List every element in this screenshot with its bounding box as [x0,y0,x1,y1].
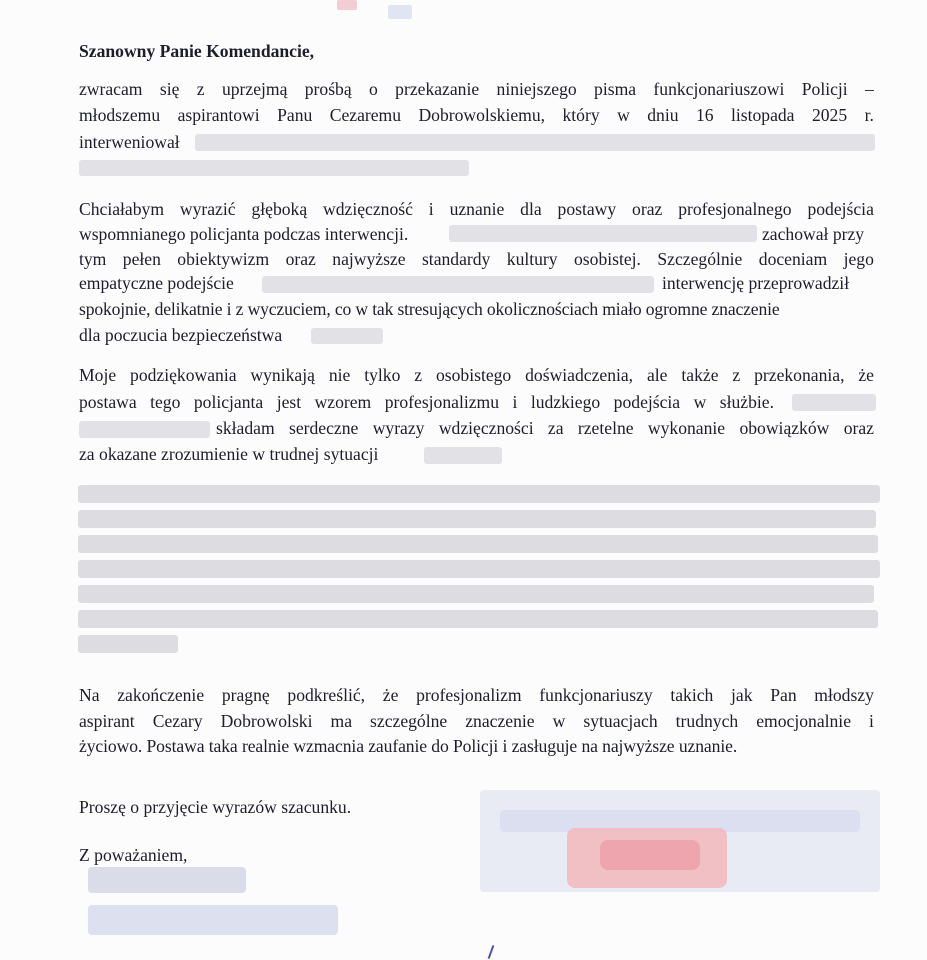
p2-line4a: empatyczne podejście [79,273,234,293]
p1-line1: zwracam się z uprzejmą prośbą o przekazanie niniejszego pisma funkcjonariuszowi Policji – [79,79,874,99]
p5-line1: Na zakończenie pragnę podkreślić, że profesjonalizm funkcjonariuszy takich jak Pan młodszy [79,685,874,705]
p2-line6: dla poczucia bezpieczeństwa [79,325,283,345]
redaction [195,134,875,151]
p5-line3: życiowo. Postawa taka realnie wzmacnia zaufanie do Policji i zasługuje na najwyższe uznanie. [79,736,738,756]
p3-line2: postawa tego policjanta jest wzorem profesjonalizmu i ludzkiego podejścia w służbie. [79,392,774,412]
redaction [424,447,502,464]
stamp-mark-inner [600,840,700,870]
p3-line3: składam serdeczne wyrazy wdzięczności za rzetelne wykonanie obowiązków oraz [216,418,874,438]
p2-line5: spokojnie, delikatnie i z wyczuciem, co w tak stresujących okolicznościach miało ogromne znaczenie [79,299,780,319]
redaction [449,225,757,242]
closing-sincerely: Z poważaniem, [79,845,188,865]
greeting: Szanowny Panie Komendancie, [79,41,315,61]
p2-line2b: zachował przy [762,224,865,244]
redaction [79,160,469,176]
pen-mark [488,945,495,959]
p5-line2: aspirant Cezary Dobrowolski ma szczególne znaczenie w sytuacjach trudnych emocjonalnie i [79,711,874,731]
redacted-sender-name [88,867,246,893]
header-remnant-blue [388,5,412,19]
redaction [792,394,876,411]
redacted-paragraph [78,485,880,660]
header-remnant-red [337,0,357,10]
redacted-sender-address [88,905,338,935]
p2-line2a: wspomnianego policjanta podczas interwencji. [79,224,409,244]
redaction [79,421,210,438]
redaction [262,276,654,293]
p3-line4: za okazane zrozumienie w trudnej sytuacji [79,444,379,464]
p2-line1: Chciałabym wyrazić głęboką wdzięczność i uznanie dla postawy oraz profesjonalnego podejścia [79,199,874,219]
closing-regards: Proszę o przyjęcie wyrazów szacunku. [79,797,352,817]
p3-line1: Moje podziękowania wynikają nie tylko z osobistego doświadczenia, ale także z przekonania, że [79,365,874,385]
p2-line3: tym pełen obiektywizm oraz najwyższe standardy kultury osobistej. Szczególnie doceniam jego [79,249,874,269]
p1-line3: interweniował [79,132,180,152]
p2-line4b: interwencję przeprowadził [662,273,850,293]
redaction [311,328,383,344]
p1-line2: młodszemu aspirantowi Panu Cezaremu Dobrowolskiemu, który w dniu 16 listopada 2025 r. [79,105,874,125]
